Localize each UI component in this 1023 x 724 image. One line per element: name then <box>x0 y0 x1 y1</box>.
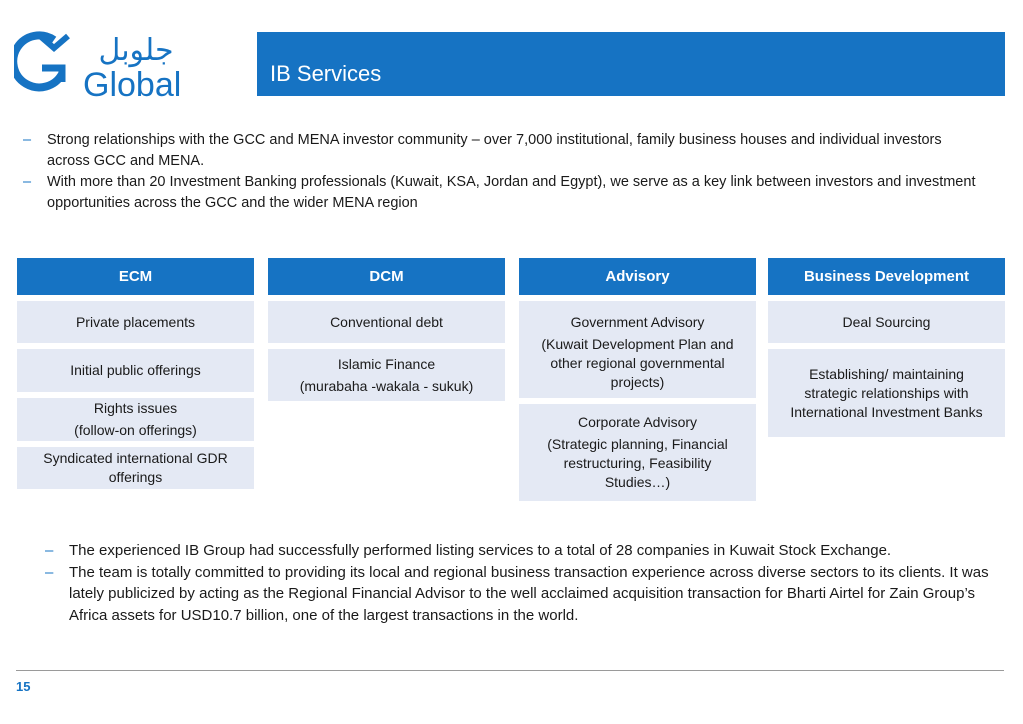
service-text: Government Advisory <box>570 314 705 330</box>
column-header-advisory: Advisory <box>519 258 756 295</box>
dash-bullet-icon: – <box>23 174 32 190</box>
intro-bullet <box>23 130 982 172</box>
service-subtext: (follow-on offerings) <box>74 422 197 438</box>
column-header-ecm: ECM <box>17 258 254 295</box>
service-text: Initial public offerings <box>70 362 201 378</box>
page-number: 15 <box>16 679 31 694</box>
footer-divider <box>16 670 1004 671</box>
service-cell <box>17 349 254 392</box>
page-title: IB Services <box>270 61 382 86</box>
service-text: Islamic Finance <box>337 355 436 372</box>
summary-bullet-text: The experienced IB Group had successfully performed listing services to a total of 28 companies in Kuwait Stock Exchange. <box>69 542 892 559</box>
service-subtext: (murabaha -wakala - sukuk) <box>299 377 474 394</box>
summary-bullet-text: The team is totally committed to providing its local and regional business transaction experience across diverse sectors to its clients. It was lately publicized by acting as the Regional Financial Advisor to the well acclaimed acquisition transaction for Bharti Airtel for Zain Group’s Africa assets for USD10.7 billion, one of the largest transactions in the world. <box>69 563 989 624</box>
service-cell <box>17 447 254 489</box>
ecm-column <box>17 258 254 489</box>
summary-bullet-list <box>45 540 994 626</box>
dcm-column <box>268 258 505 401</box>
intro-bullet-list <box>23 130 982 214</box>
dash-bullet-icon: – <box>45 563 54 581</box>
global-logo <box>14 28 194 102</box>
summary-bullet <box>45 540 994 562</box>
service-cell <box>768 349 1005 437</box>
logo-arabic-text: جلوبل <box>98 33 174 68</box>
service-cell <box>519 301 756 398</box>
service-cell <box>17 301 254 343</box>
intro-bullet <box>23 172 982 214</box>
service-subtext: (Kuwait Development Plan and other regional governmental projects) <box>541 336 734 390</box>
service-text: Corporate Advisory <box>577 414 698 430</box>
service-text: Rights issues <box>93 400 178 416</box>
summary-bullet <box>45 562 994 627</box>
column-header-dcm: DCM <box>268 258 505 295</box>
dash-bullet-icon: – <box>23 132 32 148</box>
title-bar <box>257 32 1005 96</box>
column-header-business-development: Business Development <box>768 258 1005 295</box>
g-mark-icon <box>14 35 68 87</box>
service-cell <box>268 349 505 401</box>
intro-bullet-text: With more than 20 Investment Banking professionals (Kuwait, KSA, Jordan and Egypt), we serve as a key link between investors and investment opportunities across the GCC and the wider MENA region <box>47 174 976 211</box>
service-text: Syndicated international GDR offerings <box>43 450 228 485</box>
service-cell <box>519 404 756 501</box>
intro-bullet-text: Strong relationships with the GCC and MENA investor community – over 7,000 institutional, family business houses and individual investors across GCC and MENA. <box>47 132 942 169</box>
service-cell <box>268 301 505 343</box>
logo-latin-text: Global <box>83 66 182 102</box>
service-cell <box>17 398 254 441</box>
service-text: Deal Sourcing <box>842 313 931 330</box>
service-text: Conventional debt <box>330 313 443 330</box>
business-development-column <box>768 258 1005 437</box>
dash-bullet-icon: – <box>45 542 54 559</box>
advisory-column <box>519 258 756 501</box>
service-text: Establishing/ maintaining strategic relationships with International Investment Banks <box>790 365 983 420</box>
service-subtext: (Strategic planning, Financial restructuring, Feasibility Studies…) <box>547 436 728 490</box>
service-text: Private placements <box>75 313 196 330</box>
service-cell <box>768 301 1005 343</box>
